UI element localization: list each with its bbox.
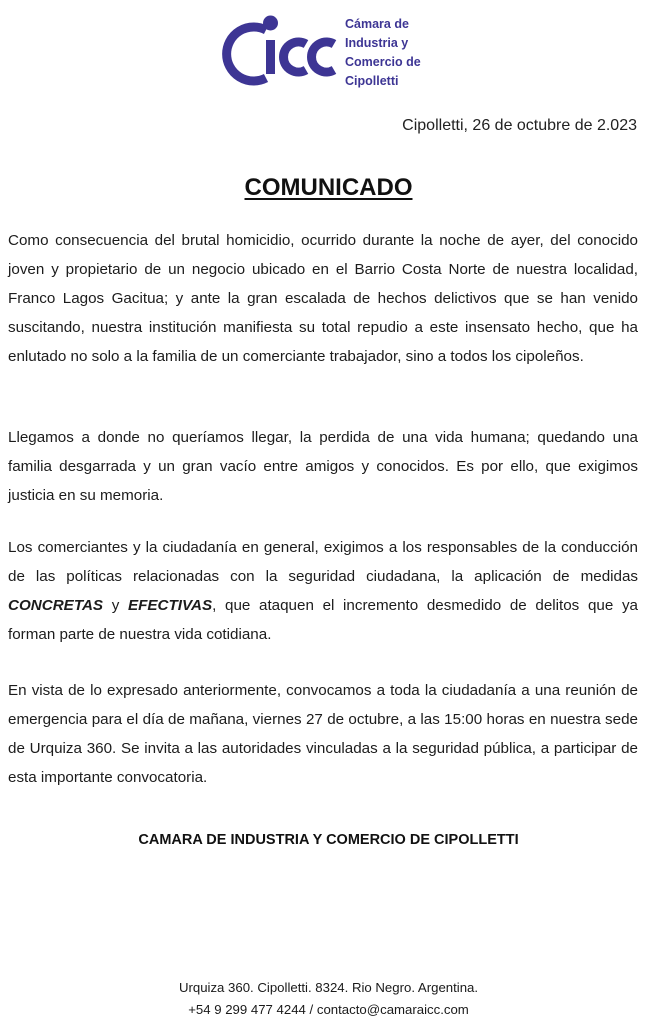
logo-line-4: Cipolletti — [345, 74, 399, 88]
footer-contact: +54 9 299 477 4244 / contacto@camaraicc.com — [188, 1002, 469, 1017]
emphasis-efectivas: EFECTIVAS — [128, 597, 213, 614]
cicc-logo-icon — [222, 10, 342, 94]
header-logo — [222, 10, 452, 94]
footer — [0, 977, 657, 1021]
paragraph-3-part-b: y — [103, 597, 128, 614]
document-date: Cipolletti, 26 de octubre de 2.023 — [402, 117, 637, 134]
paragraph-3 — [8, 533, 638, 649]
logo-line-2: Industria y — [345, 36, 409, 50]
signature: CAMARA DE INDUSTRIA Y COMERCIO DE CIPOLLETTI — [138, 832, 519, 848]
paragraph-1: Como consecuencia del brutal homicidio, ocurrido durante la noche de ayer, del conocido joven y propietario de un negocio ubicado en el Barrio Costa Norte de nuestra localidad, Franco Lagos Gacitua; y ante la gran escalada de hechos delictivos que se han venido suscitando, nuestra institución manifiesta su total repudio a este insensato hecho, que ha enlutado no solo a la familia de un comerciante trabajador, sino a todos los cipoleños. — [8, 232, 638, 365]
logo-line-1: Cámara de — [345, 17, 409, 31]
paragraph-2: Llegamos a donde no queríamos llegar, la perdida de una vida humana; quedando una familia desgarrada y un gran vacío entre amigos y conocidos. Es por ello, que exigimos justicia en su memoria. — [8, 429, 638, 504]
footer-address: Urquiza 360. Cipolletti. 8324. Rio Negro. Argentina. — [178, 980, 479, 995]
paragraph-3-part-c: , que ataquen el incremento desmedido de delitos que ya forman parte de nuestra vida cotidiana. — [8, 597, 638, 643]
logo-line-3: Comercio de — [345, 55, 421, 69]
emphasis-concretas: CONCRETAS — [8, 597, 104, 614]
paragraph-3-part-a: Los comerciantes y la ciudadanía en general, exigimos a los responsables de la conducción de las políticas relacionadas con la seguridad ciudadana, la aplicación de medidas — [8, 539, 638, 585]
document-title: COMUNICADO — [244, 174, 413, 201]
logo-wordmark — [345, 15, 421, 91]
paragraph-4: En vista de lo expresado anteriormente, convocamos a toda la ciudadanía a una reunión de emergencia para el día de mañana, viernes 27 de octubre, a las 15:00 horas en nuestra sede de Urquiza 360. Se invita a las autoridades vinculadas a la seguridad pública, a participar de esta importante convocatoria. — [8, 682, 638, 786]
